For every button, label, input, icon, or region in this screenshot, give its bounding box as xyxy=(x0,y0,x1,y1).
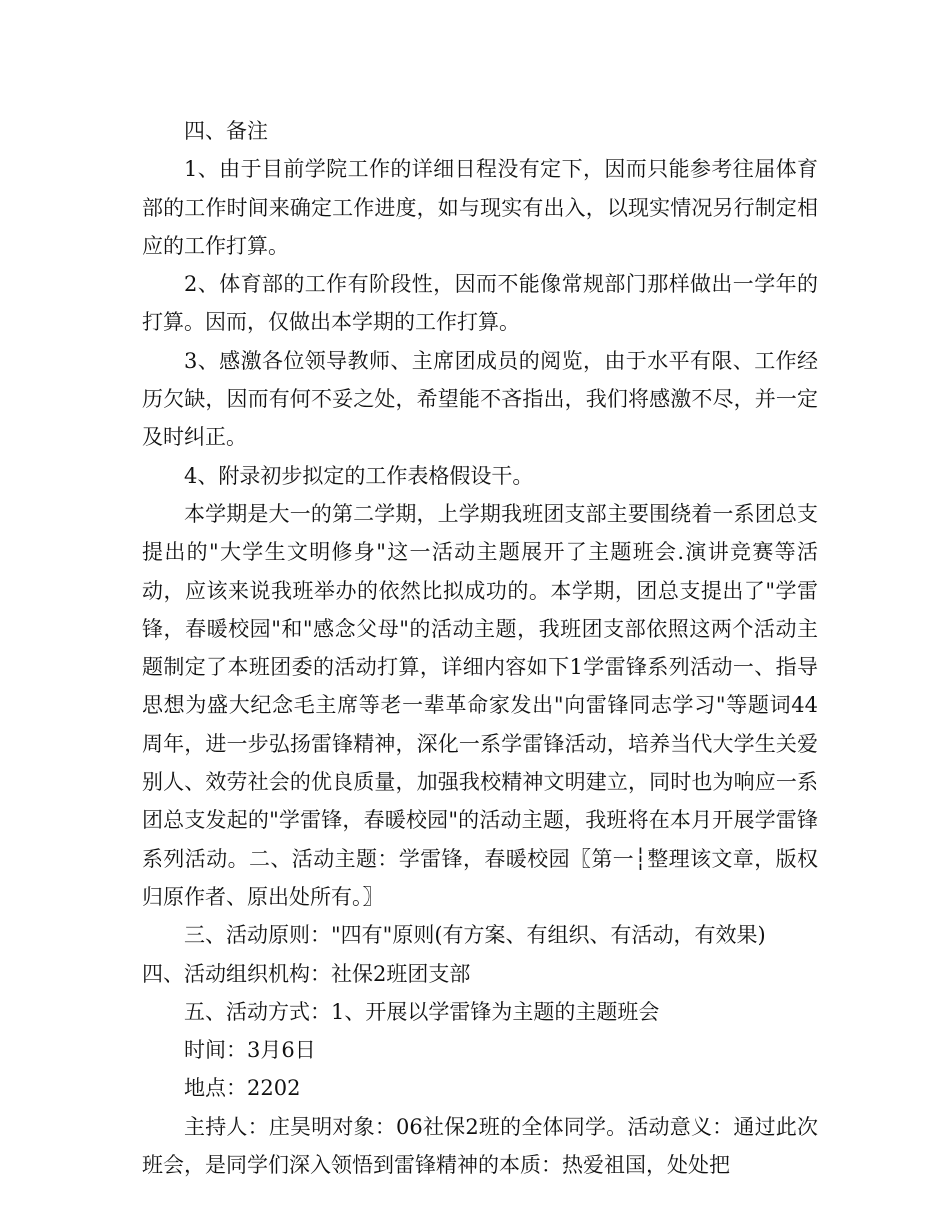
activity-method-line: 五、活动方式：1、开展以学雷锋为主题的主题班会 xyxy=(184,999,660,1024)
heading-remarks: 四、备注 xyxy=(184,119,268,143)
activity-location-line: 地点：2202 xyxy=(184,1076,301,1101)
remark-item-2: 2、体育部的工作有阶段性，因而不能像常规部门那样做出一学年的打算。因而，仅做出本学期的工作打算。 xyxy=(142,272,818,335)
remark-item-3: 3、感激各位领导教师、主席团成员的阅览，由于水平有限、工作经历欠缺，因而有何不妥之处，希望能不吝指出，我们将感激不尽，并一定及时纠正。 xyxy=(142,348,818,450)
activity-organization-line: 四、活动组织机构：社保2班团支部 xyxy=(142,961,471,986)
remark-item-4: 4、附录初步拟定的工作表格假设干。 xyxy=(184,463,534,488)
activity-time-line: 时间：3月6日 xyxy=(184,1038,316,1063)
document-page xyxy=(142,112,818,1184)
remark-item-1: 1、由于目前学院工作的详细日程没有定下，因而只能参考往届体育部的工作时间来确定工作进度，如与现实有出入，以现实情况另行制定相应的工作打算。 xyxy=(142,157,818,258)
activity-principle-line: 三、活动原则："四有"原则(有方案、有组织、有活动，有效果) xyxy=(184,923,766,948)
semester-plan-paragraph: 本学期是大一的第二学期，上学期我班团支部主要围绕着一系团总支提出的"大学生文明修身"这一活动主题展开了主题班会.演讲竞赛等活动，应该来说我班举办的依然比拟成功的。本学期，团总支提出了"学雷锋，春暖校园"和"感念父母"的活动主题，我班团支部依照这两个活动主题制定了本班团委的活动打算，详细内容如下1学雷锋系列活动一、指导思想为盛大纪念毛主席等老一辈革命家发出"向雷锋同志学习"等题词44周年，进一步弘扬雷锋精神，深化一系学雷锋活动，培养当代大学生关爱别人、效劳社会的优良质量，加强我校精神文明建立，同时也为响应一系团总支发起的"学雷锋，春暖校园"的活动主题，我班将在本月开展学雷锋系列活动。二、活动主题：学雷锋，春暖校园〖第一┆整理该文章，版权归原作者、原出处所有。〗 xyxy=(142,501,818,909)
host-and-significance-paragraph: 主持人：庄昊明对象：06社保2班的全体同学。活动意义：通过此次班会，是同学们深入领悟到雷锋精神的本质：热爱祖国，处处把 xyxy=(142,1114,818,1178)
